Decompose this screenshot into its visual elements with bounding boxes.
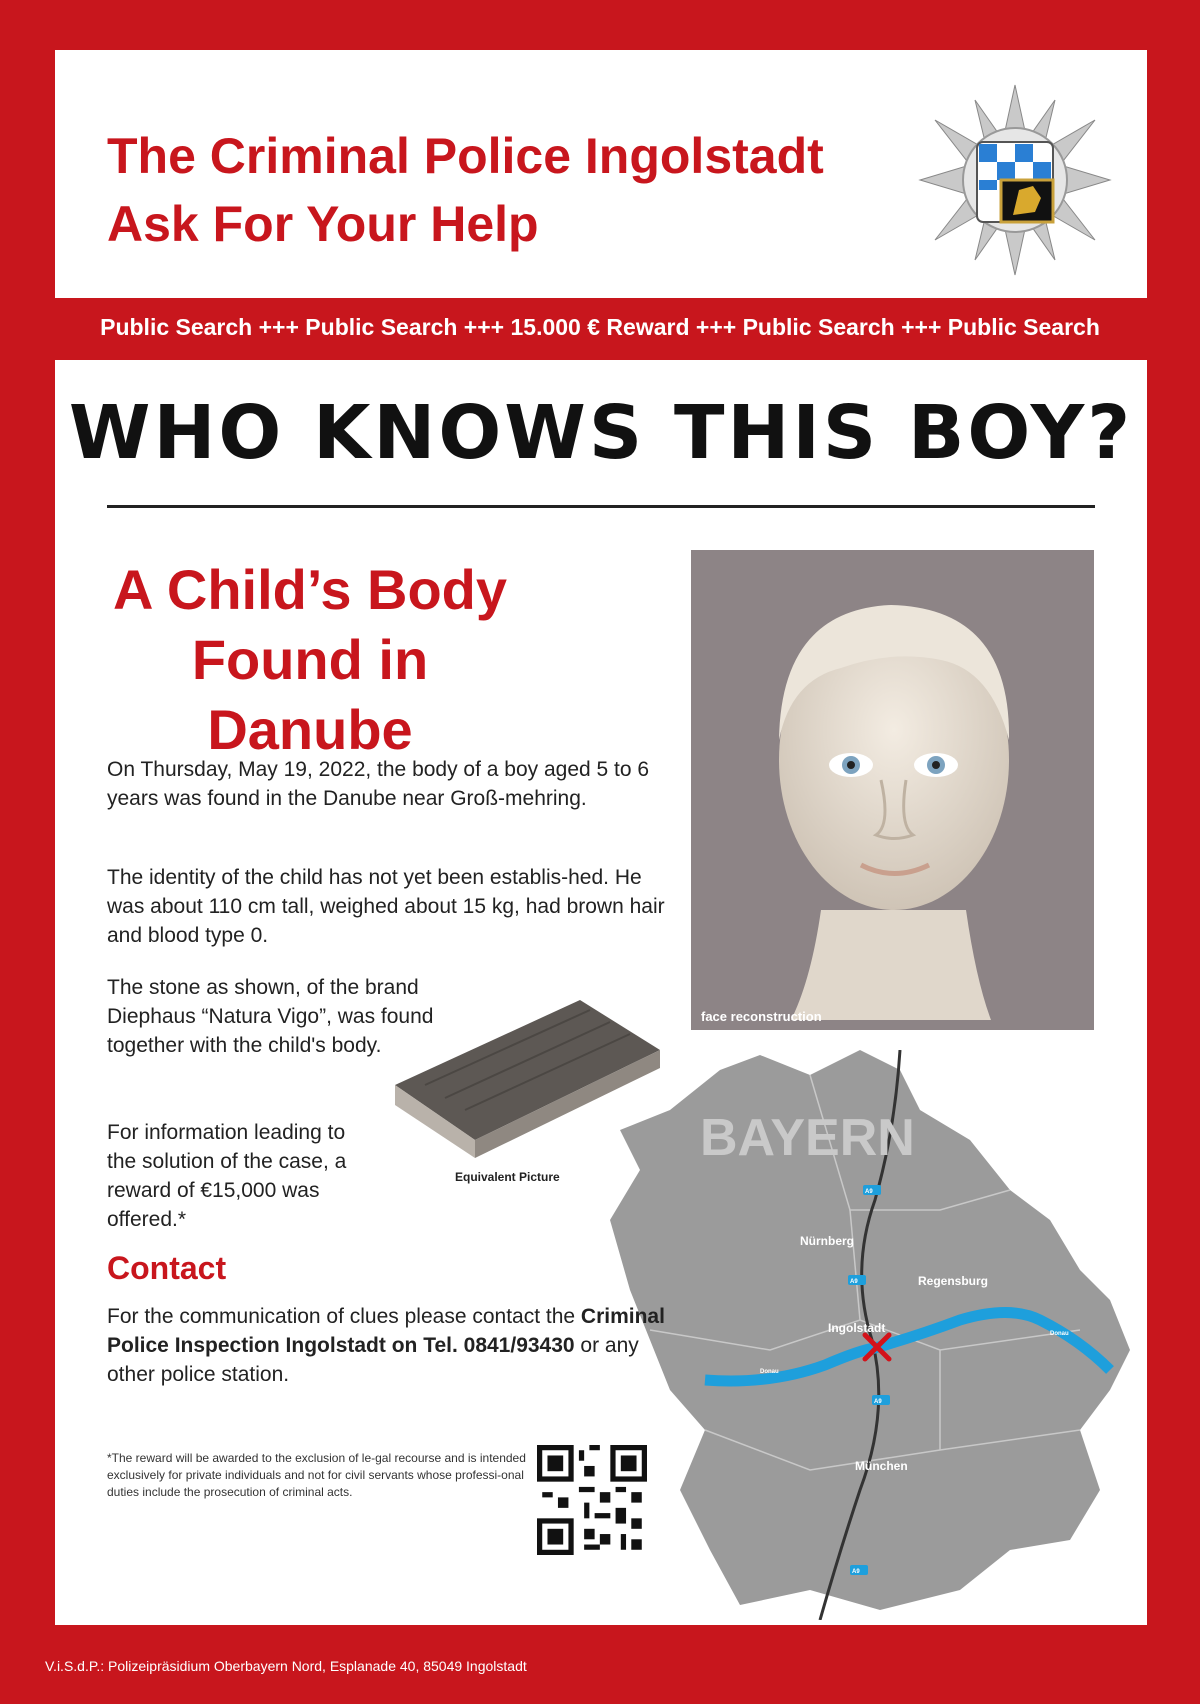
stone-caption: Equivalent Picture — [455, 1170, 560, 1184]
qr-code-icon[interactable] — [537, 1445, 647, 1555]
reward-footnote: *The reward will be awarded to the exclusion of le-gal recourse and is intended exclusively for private individuals and not for civil servants whose professi-onal duties include the prosecution of criminal acts. — [107, 1451, 526, 1499]
highway-label: A9 — [852, 1569, 860, 1575]
divider — [107, 505, 1095, 508]
header-title-line2: Ask For Your Help — [107, 196, 539, 252]
contact-text-pre: For the communication of clues please contact the — [107, 1305, 581, 1328]
police-star-badge-icon — [915, 80, 1115, 280]
paragraph-2: The identity of the child has not yet been establis-hed. He was about 110 cm tall, weighed about 15 kg, had brown hair and blood type 0. — [107, 866, 665, 947]
paragraph-1: On Thursday, May 19, 2022, the body of a boy aged 5 to 6 years was found in the Danube near Groß-mehring. — [107, 758, 650, 810]
ticker-bar: Public Search +++ Public Search +++ 15.000 € Reward +++ Public Search +++ Public Search — [100, 314, 1100, 340]
map-region-label: BAYERN — [700, 1109, 915, 1167]
river-label: Donau — [760, 1369, 779, 1375]
footer-imprint: V.i.S.d.P.: Polizeipräsidium Oberbayern Nord, Esplanade 40, 85049 Ingolstadt — [45, 1658, 527, 1674]
main-headline: WHO KNOWS THIS BOY? — [68, 390, 1134, 476]
paragraph-3: The stone as shown, of the brand Diephaus “Natura Vigo”, was found together with the child's body. — [107, 976, 434, 1057]
contact-text — [107, 1302, 667, 1389]
main-panel — [55, 360, 1147, 1625]
header-title — [107, 122, 824, 258]
subhead-line1: A Child’s Body — [112, 558, 508, 621]
header-panel — [55, 50, 1147, 298]
city-label: München — [855, 1459, 908, 1473]
bavaria-map — [610, 1050, 1147, 1620]
highway-label: A9 — [874, 1399, 882, 1405]
highway-label: A9 — [865, 1189, 873, 1195]
city-label: Ingolstadt — [828, 1321, 886, 1335]
subhead-line2: Found in Danube — [191, 628, 429, 761]
highway-label: A9 — [850, 1279, 858, 1285]
face-caption: face reconstruction — [701, 1009, 822, 1024]
subheadline — [95, 555, 525, 765]
contact-heading: Contact — [107, 1250, 227, 1286]
city-label: Regensburg — [918, 1274, 989, 1288]
header-title-line1: The Criminal Police Ingolstadt — [107, 128, 824, 184]
face-bust-icon — [691, 550, 1094, 1030]
contact-phone: Criminal Police Inspection Ingolstadt on Tel. 0841/93430 — [107, 1305, 665, 1357]
city-label: Nürnberg — [800, 1234, 854, 1248]
river-label: Donau — [1050, 1331, 1069, 1337]
contact-text-post: or any other police station. — [107, 1334, 639, 1386]
paragraph-4: For information leading to the solution of the case, a reward of €15,000 was offered.* — [107, 1121, 347, 1231]
face-reconstruction-photo — [691, 550, 1094, 1030]
